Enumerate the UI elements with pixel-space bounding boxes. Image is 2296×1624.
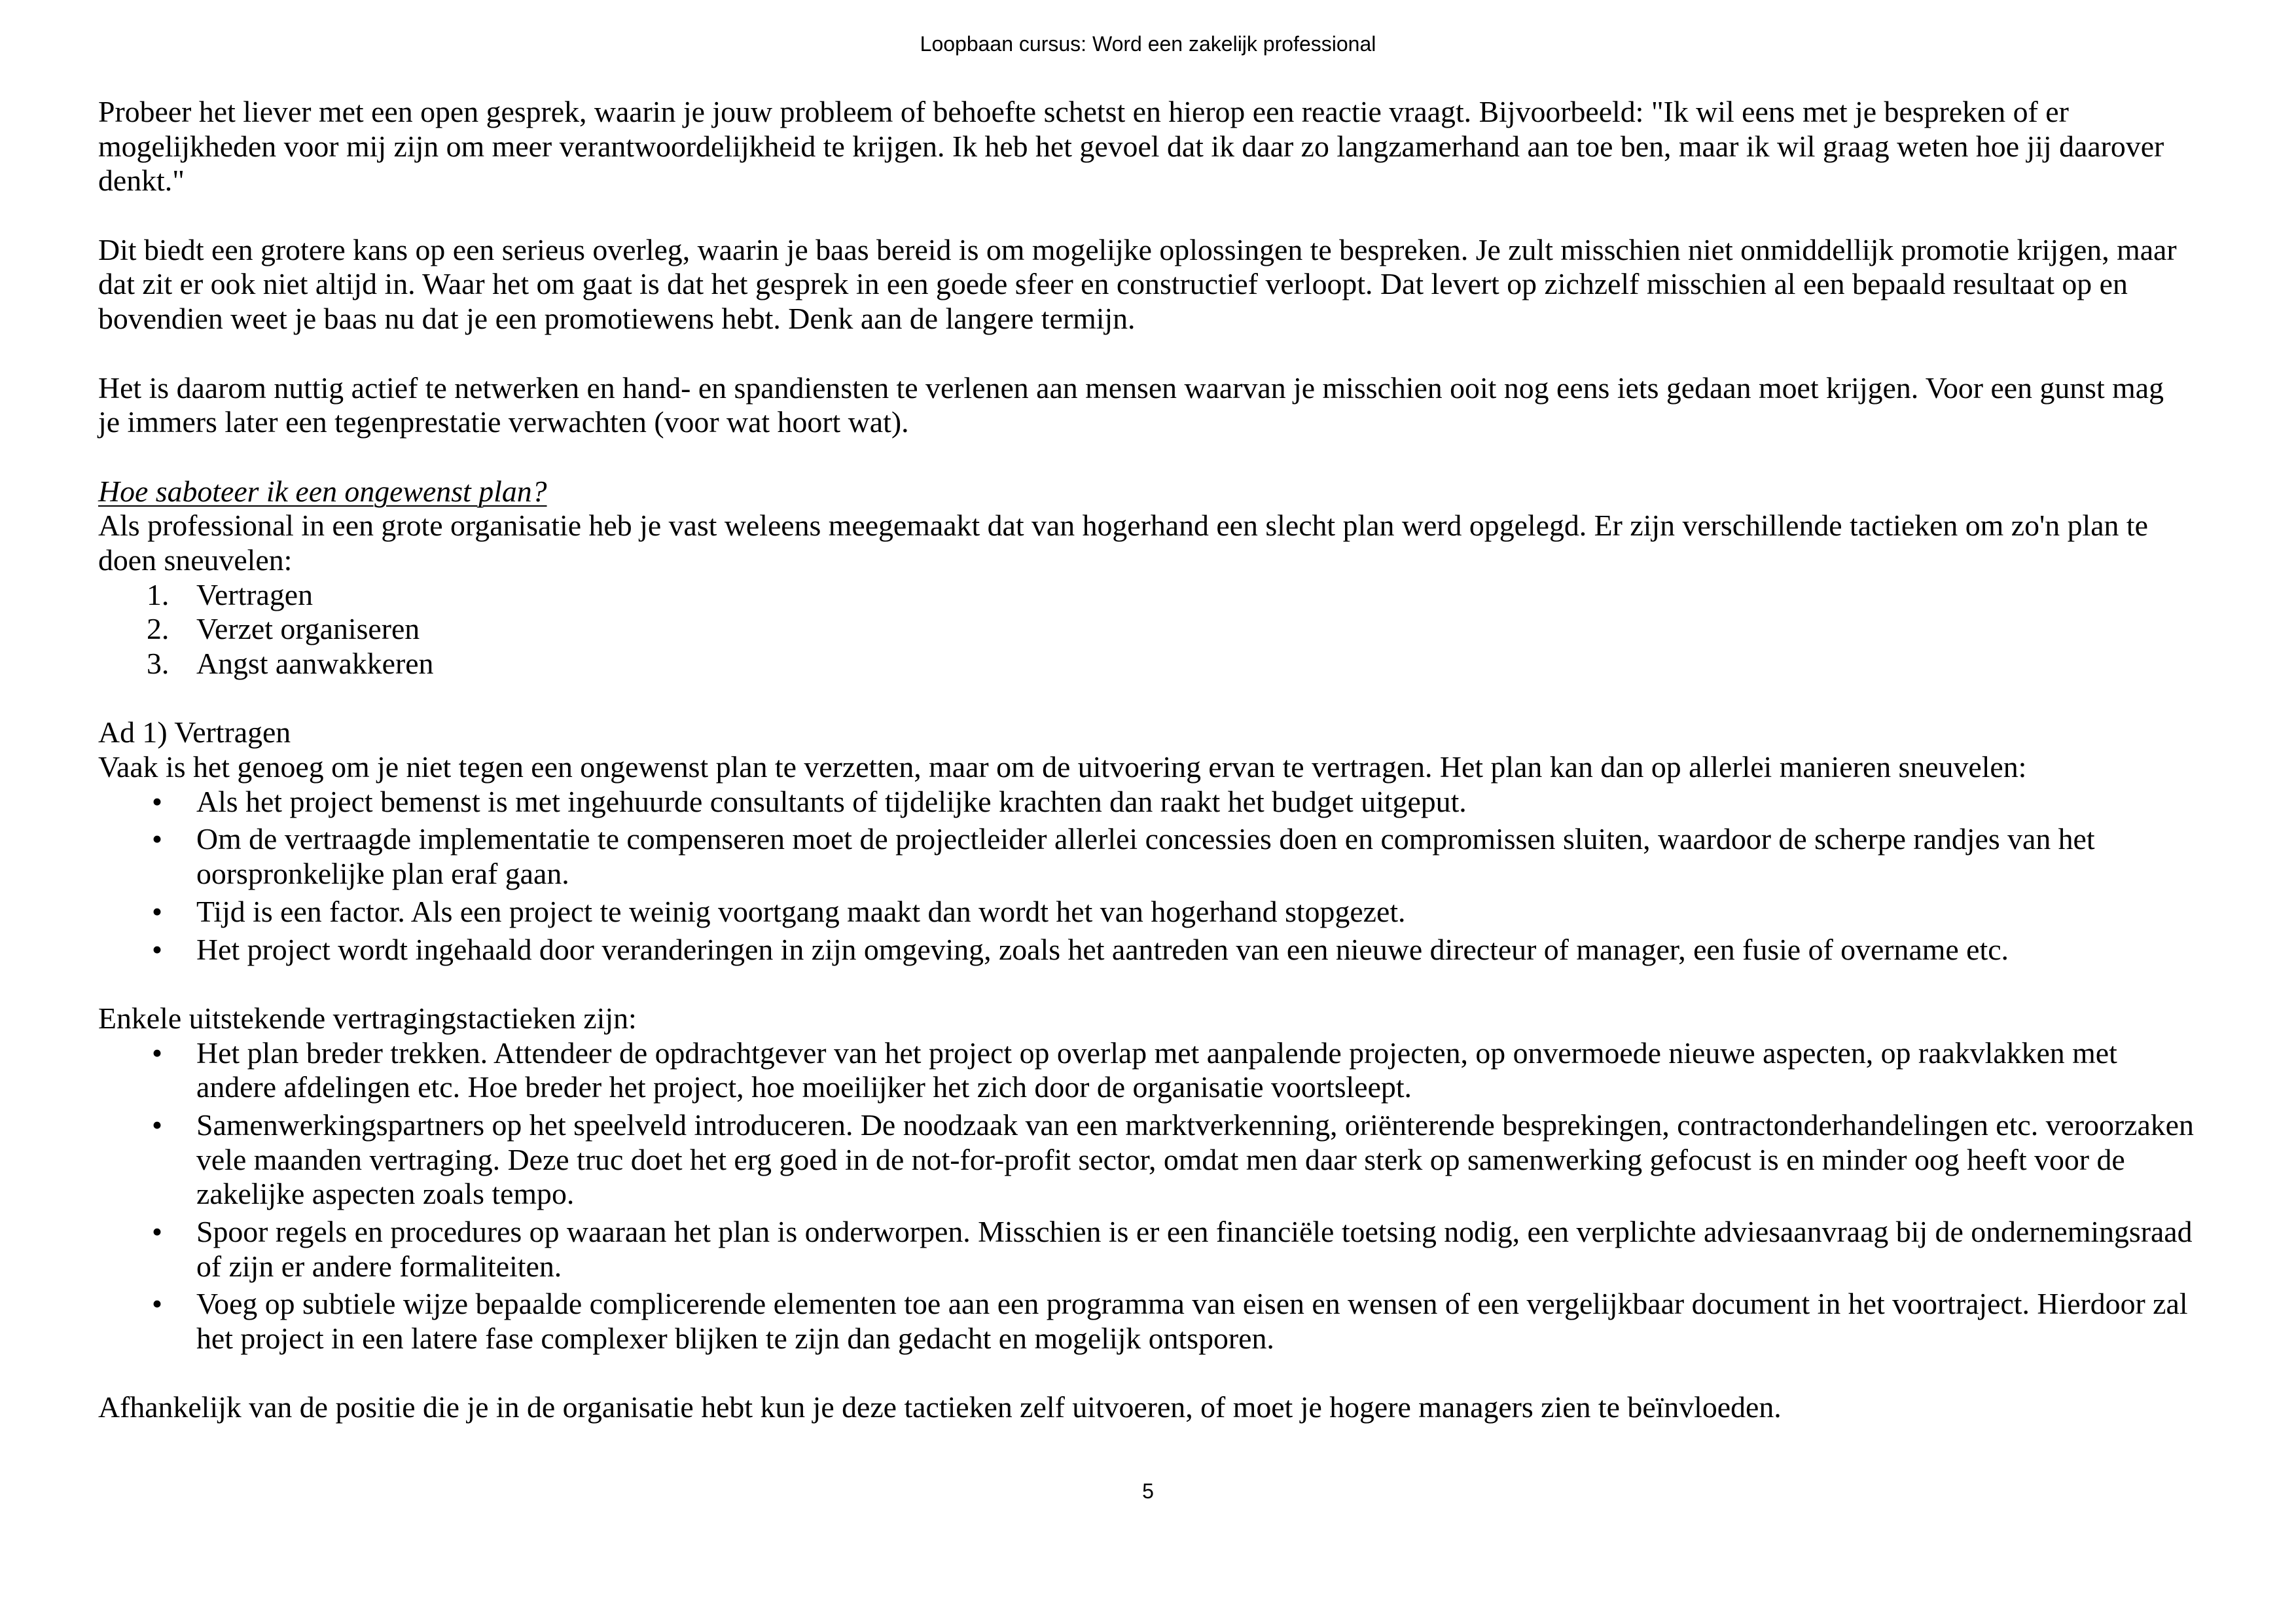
bullet-list-tactics xyxy=(98,1036,2219,1356)
bullet-item xyxy=(98,895,2219,929)
list-item xyxy=(98,578,2219,613)
numbered-list xyxy=(98,578,2219,681)
bullet-marker: • xyxy=(152,1108,163,1142)
bullet-marker: • xyxy=(152,894,163,928)
bullet-item-line: vele maanden vertraging. Deze truc doet het erg goed in de not-for-profit sector, omdat men daar sterk op samenwerking gefocust is en minder oog heeft voor de xyxy=(196,1142,2125,1176)
paragraph-line: Als professional in een grote organisatie heb je vast weleens meegemaakt dat van hogerhand een slecht plan werd opgelegd. Er zijn verschillende tactieken om zo'n plan te xyxy=(98,509,2148,543)
paragraph-line: bovendien weet je baas nu dat je een promotiewens hebt. Denk aan de langere termijn. xyxy=(98,302,1136,336)
paragraph-line: dat zit er ook niet altijd in. Waar het om gaat is dat het gesprek in een goede sfeer en constructief verloopt. Dat levert op zichzelf misschien al een bepaald resultaat op en xyxy=(98,267,2128,301)
paragraph xyxy=(98,95,2219,198)
paragraph xyxy=(98,371,2219,440)
bullet-marker: • xyxy=(152,784,163,818)
sub-heading: Ad 1) Vertragen xyxy=(98,715,291,749)
paragraph xyxy=(98,509,2219,577)
paragraph-line: Dit biedt een grotere kans op een serieus overleg, waarin je baas bereid is om mogelijke oplossingen te bespreken. Je zult misschien niet onmiddellijk promotie krijgen, maar xyxy=(98,232,2177,266)
bullet-item-line: Het plan breder trekken. Attendeer de opdrachtgever van het project op overlap met aanpalende projecten, op onvermoede nieuwe aspecten, op raakvlakken met xyxy=(196,1036,2117,1070)
section-heading-text: Hoe saboteer ik een ongewenst plan? xyxy=(98,474,547,508)
paragraph-line: mogelijkheden voor mij zijn om meer verantwoordelijkheid te krijgen. Ik heb het gevoel dat ik daar zo langzamerhand aan toe ben, maar ik wil graag weten hoe jij daarover xyxy=(98,129,2164,163)
bullet-item xyxy=(98,822,2219,891)
bullet-item-line: of zijn er andere formaliteiten. xyxy=(196,1249,562,1283)
paragraph xyxy=(98,233,2219,336)
list-item xyxy=(98,612,2219,647)
blank-line xyxy=(98,336,2219,371)
bullet-item xyxy=(98,1036,2219,1105)
paragraph-line: Vaak is het genoeg om je niet tegen een ongewenst plan te verzetten, maar om de uitvoering ervan te vertragen. Het plan kan dan op allerlei manieren sneuvelen: xyxy=(98,750,2027,784)
list-number: 2. xyxy=(147,612,170,646)
blank-line xyxy=(98,967,2219,1001)
blank-line xyxy=(98,440,2219,475)
page-header-title: Loopbaan cursus: Word een zakelijk professional xyxy=(920,32,1376,56)
bullet-item-line: Als het project bemenst is met ingehuurde consultants of tijdelijke krachten dan raakt het budget uitgeput. xyxy=(196,784,1467,818)
paragraph-line: Het is daarom nuttig actief te netwerken en hand- en spandiensten te verlenen aan mensen waarvan je misschien ooit nog eens iets gedaan moet krijgen. Voor een gunst mag xyxy=(98,370,2164,405)
paragraph-line: Afhankelijk van de positie die je in de organisatie hebt kun je deze tactieken zelf uitvoeren, of moet je hogere managers zien te beïnvloeden. xyxy=(98,1390,1782,1424)
blank-line xyxy=(98,198,2219,233)
bullet-item-line: Het project wordt ingehaald door veranderingen in zijn omgeving, zoals het aantreden van een nieuwe directeur of manager, een fusie of overname etc. xyxy=(196,932,2009,966)
bullet-item-line: oorspronkelijke plan eraf gaan. xyxy=(196,857,569,891)
list-number: 3. xyxy=(147,647,170,680)
bullet-item xyxy=(98,1287,2219,1356)
bullet-marker: • xyxy=(152,1287,163,1321)
paragraph-line: je immers later een tegenprestatie verwachten (voor wat hoort wat). xyxy=(98,405,909,439)
bullet-item-line: zakelijke aspecten zoals tempo. xyxy=(196,1177,575,1211)
bullet-list-delay-effects xyxy=(98,785,2219,967)
bullet-item xyxy=(98,933,2219,967)
blank-line xyxy=(98,681,2219,716)
bullet-item-line: Voeg op subtiele wijze bepaalde complicerende elementen toe aan een programma van eisen en wensen of een vergelijkbaar document in het voortraject. Hierdoor zal xyxy=(196,1287,2188,1321)
list-item xyxy=(98,647,2219,681)
section-heading xyxy=(98,475,2219,509)
paragraph-line: Probeer het liever met een open gesprek, waarin je jouw probleem of behoefte schetst en hierop een reactie vraagt. Bijvoorbeeld: "Ik wil eens met je bespreken of er xyxy=(98,95,2069,128)
list-item-text: Verzet organiseren xyxy=(196,612,420,646)
document-body xyxy=(98,95,2219,1425)
bullet-item-line: het project in een latere fase complexer blijken te zijn dan gedacht en mogelijk ontsporen. xyxy=(196,1322,1274,1356)
bullet-item xyxy=(98,785,2219,820)
bullet-item-line: Om de vertraagde implementatie te compenseren moet de projectleider allerlei concessies doen en compromissen sluiten, waardoor de scherpe randjes van het xyxy=(196,822,2095,856)
list-item-text: Angst aanwakkeren xyxy=(196,647,434,680)
list-item-text: Vertragen xyxy=(196,577,313,611)
paragraph-line: doen sneuvelen: xyxy=(98,543,293,577)
blank-line xyxy=(98,1356,2219,1391)
page-number: 5 xyxy=(1142,1479,1154,1503)
paragraph-line: denkt." xyxy=(98,164,185,198)
bullet-item-line: Samenwerkingspartners op het speelveld introduceren. De noodzaak van een marktverkenning, oriënterende besprekingen, contractonderhandelingen etc. veroorzaken xyxy=(196,1108,2194,1142)
paragraph-line: Enkele uitstekende vertragingstactieken zijn: xyxy=(98,1001,637,1035)
bullet-marker: • xyxy=(152,822,163,856)
bullet-item-line: Spoor regels en procedures op waaraan het plan is onderworpen. Misschien is er een financiële toetsing nodig, een verplichte adviesaanvraag bij de ondernemingsraad xyxy=(196,1215,2193,1248)
bullet-item xyxy=(98,1215,2219,1284)
bullet-item-line: andere afdelingen etc. Hoe breder het project, hoe moeilijker het zich door de organisatie voortsleept. xyxy=(196,1070,1412,1104)
list-number: 1. xyxy=(147,577,170,611)
bullet-marker: • xyxy=(152,1036,163,1070)
bullet-item-line: Tijd is een factor. Als een project te weinig voortgang maakt dan wordt het van hogerhand stopgezet. xyxy=(196,894,1406,928)
bullet-item xyxy=(98,1108,2219,1212)
bullet-marker: • xyxy=(152,932,163,966)
bullet-marker: • xyxy=(152,1215,163,1248)
